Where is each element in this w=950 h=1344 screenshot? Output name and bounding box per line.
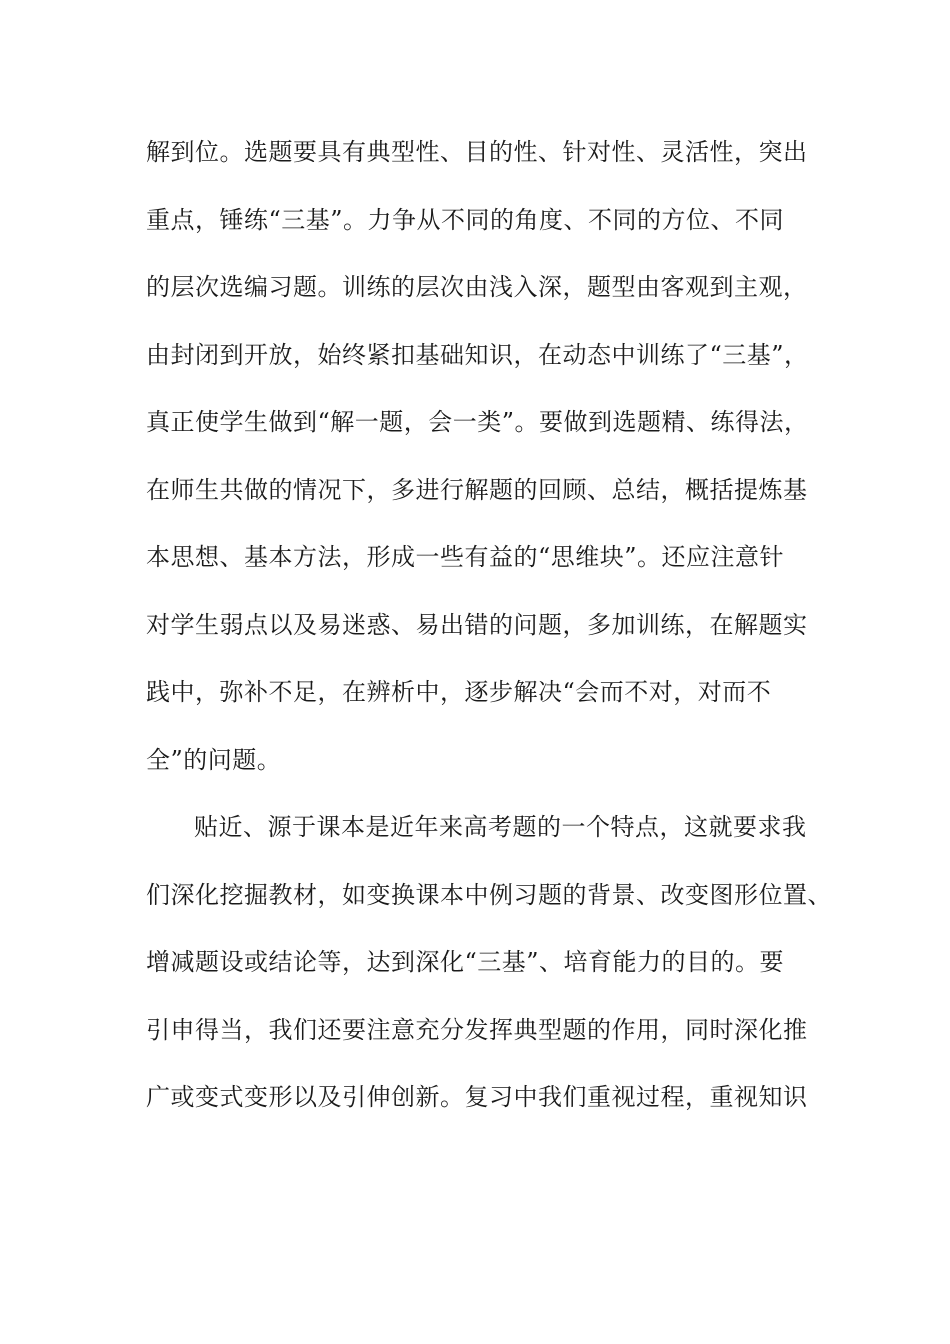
text-line: 的层次选编习题。训练的层次由浅入深，题型由客观到主观，	[146, 273, 808, 301]
paragraph-1	[146, 133, 826, 779]
paragraph-2	[146, 808, 832, 1116]
text-line: 由封闭到开放，始终紧扣基础知识，在动态中训练了“三基”，	[146, 340, 809, 369]
text-line: 全”的问题。	[146, 745, 282, 774]
text-line: 增减题设或结论等，达到深化“三基”、培育能力的目的。要	[146, 948, 785, 976]
body-text	[146, 133, 832, 1146]
text-line: 在师生共做的情况下，多进行解题的回顾、总结，概括提炼基	[146, 475, 808, 504]
text-line: 真正使学生做到“解一题，会一类”。要做到选题精、练得法，	[146, 408, 809, 436]
text-line: 引申得当，我们还要注意充分发挥典型题的作用，同时深化推	[146, 1015, 808, 1044]
text-line: 们深化挖掘教材，如变换课本中例习题的背景、改变图形位置、	[146, 880, 832, 909]
text-line: 对学生弱点以及易迷惑、易出错的问题，多加训练，在解题实	[146, 610, 808, 639]
text-line: 解到位。选题要具有典型性、目的性、针对性、灵活性，突出	[146, 138, 808, 166]
text-line: 广或变式变形以及引伸创新。复习中我们重视过程，重视知识	[146, 1083, 808, 1111]
text-line: 践中，弥补不足，在辨析中，逐步解决“会而不对，对而不	[146, 678, 772, 706]
text-line: 本思想、基本方法，形成一些有益的“思维块”。还应注意针	[146, 543, 785, 571]
text-line: 重点，锤练“三基”。力争从不同的角度、不同的方位、不同	[146, 205, 785, 234]
text-line: 贴近、源于课本是近年来高考题的一个特点，这就要求我	[194, 813, 807, 841]
